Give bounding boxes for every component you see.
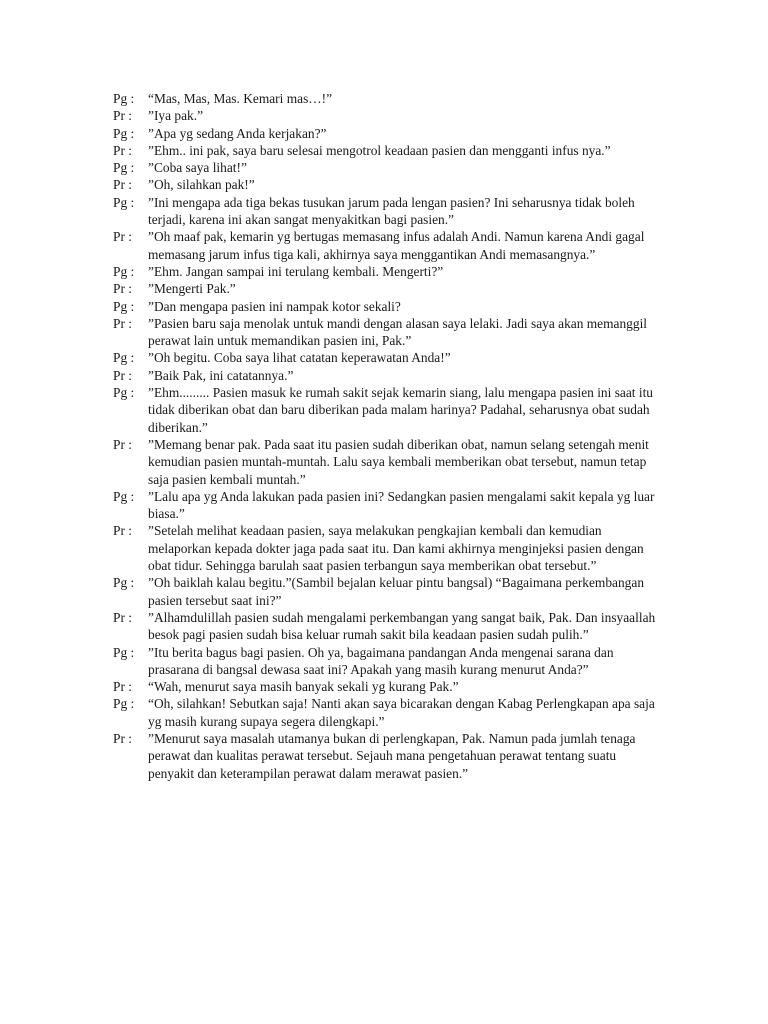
dialogue-text: ”Ehm......... Pasien masuk ke rumah sakit sejak kemarin siang, lalu mengapa pasien ini saat itu tidak diberikan obat dan baru diberikan pada malam harinya? Padahal, seharusnya obat sudah diberikan.” [148,385,653,435]
dialogue-text: “Mas, Mas, Mas. Kemari mas…!” [148,91,333,106]
dialogue-line [113,436,658,488]
speaker-label: Pr : [113,367,132,383]
dialogue-line [113,315,658,350]
dialogue-text: ”Alhamdulillah pasien sudah mengalami perkembangan yang sangat baik, Pak. Dan insyaallah besok pagi pasien sudah bisa keluar rumah sakit bila keadaan pasien sudah pulih.” [148,609,656,643]
dialogue-text: ”Memang benar pak. Pada saat itu pasien sudah diberikan obat, namun selang setengah menit kemudian pasien muntah-muntah. Lalu saya kembali memberikan obat tersebut, namun tetap saja pasien kembali muntah.” [148,436,649,487]
speaker-label: Pg : [113,644,135,660]
dialogue-line [113,488,658,523]
dialogue-line [113,609,658,644]
dialogue-text: “Wah, menurut saya masih banyak sekali yg kurang Pak.” [148,679,459,695]
dialogue-text: ”Apa yg sedang Anda kerjakan?” [148,125,327,141]
speaker-label: Pr : [113,108,132,124]
speaker-label: Pr : [113,177,132,193]
dialogue-text: ”Setelah melihat keadaan pasien, saya melakukan pengkajian kembali dan kemudian melaporkan kepada dokter jaga pada saat itu. Dan kami akhirnya menginjeksi pasien dengan obat tidur. Sehingga barulah saat pasien terbangun saya memberikan obat tersebut.” [148,523,644,574]
dialogue-line [113,574,658,609]
dialogue-text: ”Pasien baru saja menolak untuk mandi dengan alasan saya lelaki. Jadi saya akan memanggil perawat lain untuk memandikan pasien ini, Pak.” [148,315,648,349]
speaker-label: Pg : [113,488,135,504]
speaker-label: Pg : [113,91,135,106]
speaker-label: Pg : [113,263,135,279]
speaker-label: Pr : [113,679,132,695]
dialogue-line [113,367,658,384]
dialogue-line [113,159,658,176]
dialogue-line [113,730,658,782]
dialogue-line [113,125,658,142]
dialogue-line [113,695,658,730]
speaker-label: Pg : [113,298,135,314]
dialogue-line [113,142,658,159]
dialogue-text: “Oh, silahkan! Sebutkan saja! Nanti akan saya bicarakan dengan Kabag Perlengkapan apa saja yg masih kurang supaya segera dilengkapi.” [148,696,655,729]
dialogue-line [113,228,658,263]
speaker-label: Pg : [113,575,135,591]
dialogue-text: ”Coba saya lihat!” [148,160,247,176]
dialogue-line [113,349,658,366]
dialogue-text: ”Baik Pak, ini catatannya.” [148,367,294,383]
dialogue-text: ”Dan mengapa pasien ini nampak kotor sekali? [148,298,401,314]
speaker-label: Pr : [113,523,132,539]
speaker-label: Pr : [113,229,132,245]
dialogue-line [113,263,658,280]
speaker-label: Pg : [113,350,135,366]
dialogue-line [113,678,658,695]
speaker-label: Pg : [113,385,135,401]
dialogue-line [113,644,658,679]
dialogue-line [113,194,658,229]
dialogue-line [113,280,658,297]
speaker-label: Pg : [113,194,135,210]
dialogue-text: ”Oh baiklah kalau begitu.”(Sambil bejalan keluar pintu bangsal) “Bagaimana perkembangan pasien tersebut saat ini?” [148,575,645,608]
dialogue-text: ”Oh maaf pak, kemarin yg bertugas memasang infus adalah Andi. Namun karena Andi gagal memasang jarum infus tiga kali, akhirnya saya menggantikan Andi memasangnya.” [148,229,645,262]
dialogue-text: ”Ehm.. ini pak, saya baru selesai mengotrol keadaan pasien dan mengganti infus nya.” [148,142,611,158]
dialogue-text: ”Iya pak.” [148,108,204,124]
dialogue-line [113,107,658,124]
dialogue-text: ”Oh begitu. Coba saya lihat catatan keperawatan Anda!” [148,350,451,366]
dialogue-text: ”Ini mengapa ada tiga bekas tusukan jarum pada lengan pasien? Ini seharusnya tidak boleh terjadi, karena ini akan sangat menyakitkan bagi pasien.” [148,194,635,228]
dialogue-line [113,176,658,193]
dialogue-page [113,90,658,782]
dialogue-line [113,298,658,315]
speaker-label: Pr : [113,730,132,746]
dialogue-text: ”Oh, silahkan pak!” [148,177,255,193]
dialogue-text: ”Ehm. Jangan sampai ini terulang kembali. Mengerti?” [148,263,444,279]
dialogue-text: ”Lalu apa yg Anda lakukan pada pasien ini? Sedangkan pasien mengalami sakit kepala yg luar biasa.” [148,488,655,522]
speaker-label: Pr : [113,315,132,331]
speaker-label: Pr : [113,436,132,452]
speaker-label: Pr : [113,281,132,297]
dialogue-line [113,384,658,436]
speaker-label: Pr : [113,142,132,158]
dialogue-text: ”Menurut saya masalah utamanya bukan di perlengkapan, Pak. Namun pada jumlah tenaga perawat dan kualitas perawat tersebut. Sejauh mana pengetahuan perawat tentang suatu penyakit dan keterampilan perawat dalam merawat pasien.” [148,730,636,781]
speaker-label: Pr : [113,609,132,625]
speaker-label: Pg : [113,696,135,712]
dialogue-text: ”Itu berita bagus bagi pasien. Oh ya, bagaimana pandangan Anda mengenai sarana dan prasarana di bangsal dewasa saat ini? Apakah yang masih kurang menurut Anda?” [148,644,614,677]
dialogue-line [113,522,658,574]
speaker-label: Pg : [113,125,135,141]
dialogue-text: ”Mengerti Pak.” [148,281,236,297]
dialogue-line [113,90,658,107]
speaker-label: Pg : [113,160,135,176]
